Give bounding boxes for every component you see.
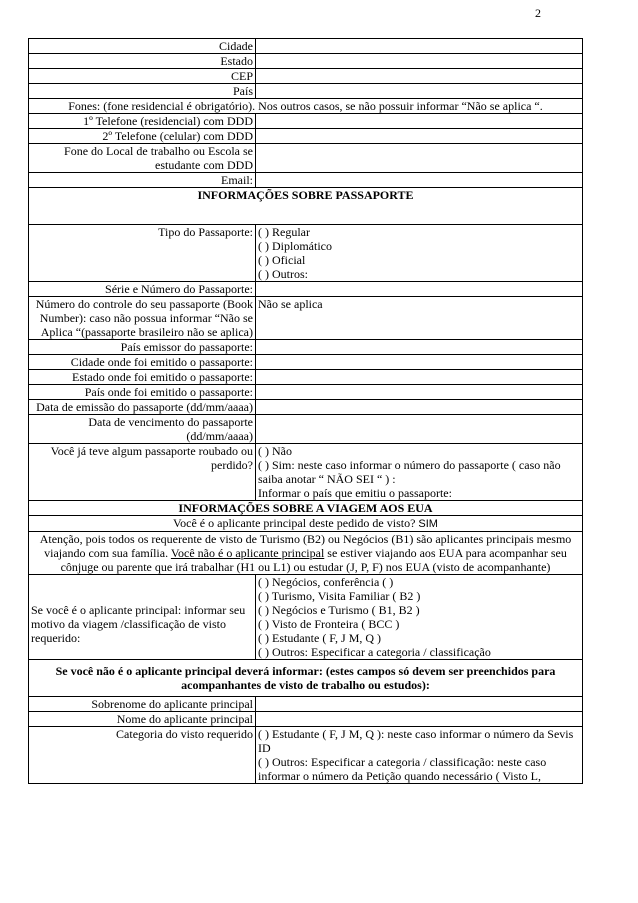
principal-question-cell [29, 516, 583, 532]
motivo-label: Se você é o aplicante principal: informar seu motivo da viagem /classificação de visto requerido: [31, 603, 246, 645]
motivo-option-negocios-conferencia[interactable]: ( ) Negócios, conferência ( ) [258, 575, 394, 589]
tel1-label: 1º Telefone (residencial) com DDD [29, 114, 256, 129]
row-data-vencimento [29, 415, 583, 444]
row-tel1 [29, 114, 583, 129]
categoria-label: Categoria do visto requerido [29, 727, 256, 784]
data-vencimento-field[interactable] [256, 415, 583, 444]
cidade-emitido-field[interactable] [256, 355, 583, 370]
roubado-option-sim[interactable]: ( ) Sim: neste caso informar o número do passaporte ( caso não saiba anotar “ NÃO SEI “ ) : [258, 458, 561, 486]
passport-heading: INFORMAÇÕES SOBRE PASSAPORTE [29, 188, 583, 225]
categoria-option-outros[interactable]: ( ) Outros: Especificar a categoria / classificação: neste caso informar o número da Petição quando necessário ( Visto L, [258, 755, 547, 783]
row-categoria [29, 727, 583, 784]
tel2-label: 2º Telefone (celular) com DDD [29, 129, 256, 144]
fone-trabalho-label: Fone do Local de trabalho ou Escola se estudante com DDD [29, 144, 256, 173]
serie-label: Série e Número do Passaporte: [29, 282, 256, 297]
atencao-link: Você não é o aplicante principal [170, 546, 325, 560]
trip-heading: INFORMAÇÕES SOBRE A VIAGEM AOS EUA [29, 501, 583, 516]
motivo-option-fronteira[interactable]: ( ) Visto de Fronteira ( BCC ) [258, 617, 400, 631]
row-passport-heading [29, 188, 583, 225]
atencao-text-1: Atenção, pois todos os requerente de visto de Turismo (B2) ou Negócios (B1) são aplicantes principais mesmo viajando com sua família. [39, 532, 572, 560]
nome-field[interactable] [256, 712, 583, 727]
row-pais [29, 84, 583, 99]
estado-emitido-label: Estado onde foi emitido o passaporte: [29, 370, 256, 385]
estado-emitido-field[interactable] [256, 370, 583, 385]
row-email [29, 173, 583, 188]
pais-emissor-label: País emissor do passaporte: [29, 340, 256, 355]
tipo-option-diplomatico[interactable]: ( ) Diplomático [258, 239, 332, 253]
fones-note: Fones: (fone residencial é obrigatório). Nos outros casos, se não possuir informar “Não se aplica “. [29, 99, 583, 114]
tipo-option-outros[interactable]: ( ) Outros: [258, 267, 308, 281]
nome-label: Nome do aplicante principal [29, 712, 256, 727]
pais-emitido-field[interactable] [256, 385, 583, 400]
sobrenome-field[interactable] [256, 697, 583, 712]
row-cidade-emitido [29, 355, 583, 370]
nao-principal-note: Se você não é o aplicante principal deverá informar: (estes campos só devem ser preenchidos para acompanhantes de visto de trabalho ou estudos): [29, 660, 583, 697]
controle-value[interactable]: Não se aplica [256, 297, 583, 340]
motivo-option-negocios-turismo[interactable]: ( ) Negócios e Turismo ( B1, B2 ) [258, 603, 420, 617]
sobrenome-label: Sobrenome do aplicante principal [29, 697, 256, 712]
motivo-option-outros[interactable]: ( ) Outros: Especificar a categoria / classificação [258, 645, 491, 659]
email-label: Email: [29, 173, 256, 188]
roubado-pais-label: Informar o país que emitiu o passaporte: [258, 486, 452, 500]
data-emissao-field[interactable] [256, 400, 583, 415]
principal-question: Você é o aplicante principal deste pedido de visto? [173, 516, 416, 530]
tipo-option-oficial[interactable]: ( ) Oficial [258, 253, 306, 267]
motivo-option-estudante[interactable]: ( ) Estudante ( F, J M, Q ) [258, 631, 382, 645]
serie-field[interactable] [256, 282, 583, 297]
row-principal-question [29, 516, 583, 532]
row-serie [29, 282, 583, 297]
email-field[interactable] [256, 173, 583, 188]
controle-label: Número do controle do seu passaporte (Book Number): caso não possua informar “Não se Aplica “(passaporte brasileiro não se aplica) [29, 297, 256, 340]
cidade-field[interactable] [256, 39, 583, 54]
row-atencao [29, 532, 583, 575]
motivo-option-turismo[interactable]: ( ) Turismo, Visita Familiar ( B2 ) [258, 589, 421, 603]
cep-label: CEP [29, 69, 256, 84]
motivo-options [256, 575, 583, 660]
atencao-note [29, 532, 583, 575]
tel2-field[interactable] [256, 129, 583, 144]
cidade-label: Cidade [29, 39, 256, 54]
row-nao-principal-note [29, 660, 583, 697]
pais-emissor-field[interactable] [256, 340, 583, 355]
tipo-label: Tipo do Passaporte: [29, 225, 256, 282]
categoria-options [256, 727, 583, 784]
tipo-options [256, 225, 583, 282]
estado-field[interactable] [256, 54, 583, 69]
pais-emitido-label: País onde foi emitido o passaporte: [29, 385, 256, 400]
atencao-text-2: se estiver viajando aos EUA para acompanhar seu cônjuge ou parente que irá trabalhar (H1 ou L1) ou estudar (J, P, F) nos EUA (visto de acompanhante) [60, 546, 567, 574]
row-estado [29, 54, 583, 69]
cidade-emitido-label: Cidade onde foi emitido o passaporte: [29, 355, 256, 370]
row-fones-note [29, 99, 583, 114]
categoria-option-estudante[interactable]: ( ) Estudante ( F, J M, Q ): neste caso informar o número da Sevis ID [258, 727, 574, 755]
data-vencimento-label: Data de vencimento do passaporte (dd/mm/aaaa) [29, 415, 256, 444]
row-tel2 [29, 129, 583, 144]
row-tipo [29, 225, 583, 282]
row-data-emissao [29, 400, 583, 415]
row-sobrenome [29, 697, 583, 712]
roubado-options [256, 444, 583, 501]
motivo-label-cell [29, 575, 256, 660]
cep-field[interactable] [256, 69, 583, 84]
tipo-option-regular[interactable]: ( ) Regular [258, 225, 310, 239]
visa-form-table [28, 38, 583, 784]
roubado-label: Você já teve algum passaporte roubado ou perdido? [29, 444, 256, 501]
row-controle [29, 297, 583, 340]
row-roubado [29, 444, 583, 501]
estado-label: Estado [29, 54, 256, 69]
data-emissao-label: Data de emissão do passaporte (dd/mm/aaaa) [29, 400, 256, 415]
row-cidade [29, 39, 583, 54]
principal-answer[interactable]: SIM [418, 518, 438, 530]
pais-label: País [29, 84, 256, 99]
row-trip-heading [29, 501, 583, 516]
pais-field[interactable] [256, 84, 583, 99]
row-estado-emitido [29, 370, 583, 385]
row-cep [29, 69, 583, 84]
row-nome [29, 712, 583, 727]
row-fone-trabalho [29, 144, 583, 173]
tel1-field[interactable] [256, 114, 583, 129]
page-number: 2 [535, 6, 541, 20]
row-pais-emitido [29, 385, 583, 400]
roubado-option-nao[interactable]: ( ) Não [258, 444, 292, 458]
row-pais-emissor [29, 340, 583, 355]
row-motivo [29, 575, 583, 660]
fone-trabalho-field[interactable] [256, 144, 583, 173]
